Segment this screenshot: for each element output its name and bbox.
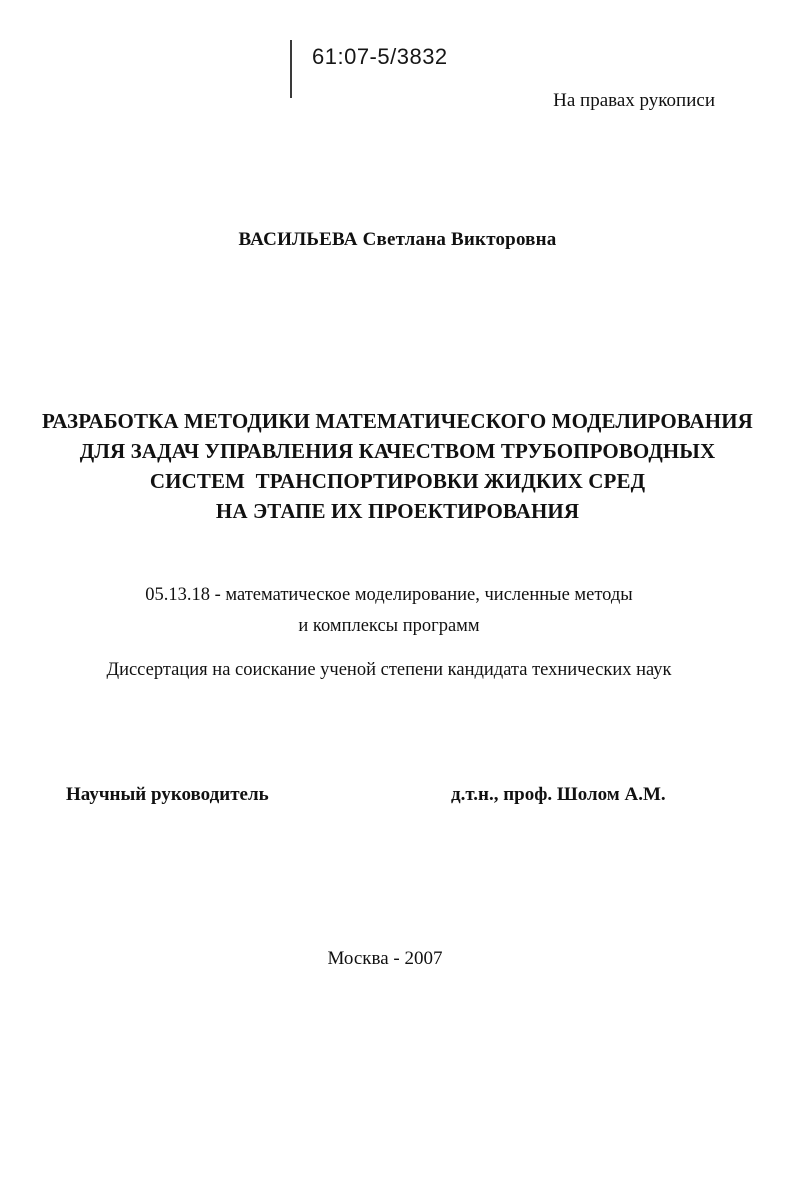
city-and-year: Москва - 2007 bbox=[327, 948, 443, 969]
title-line: НА ЭТАПЕ ИХ ПРОЕКТИРОВАНИЯ bbox=[215, 499, 580, 523]
author-given-names: Светлана Викторовна bbox=[362, 229, 557, 250]
supervisor-label: Научный руководитель bbox=[66, 784, 269, 805]
specialty-line-1: 05.13.18 - математическое моделирование, численные методы bbox=[145, 585, 633, 605]
degree-statement: Диссертация на соискание ученой степени кандидата технических наук bbox=[106, 660, 672, 680]
stamp-margin-line bbox=[290, 40, 292, 98]
title-line: РАЗРАБОТКА МЕТОДИКИ МАТЕМАТИЧЕСКОГО МОДЕЛИРОВАНИЯ bbox=[42, 409, 753, 433]
specialty-code bbox=[0, 580, 778, 642]
library-stamp-code: 61:07-5/3832 bbox=[312, 44, 448, 69]
supervisor-name: д.т.н., проф. Шолом А.М. bbox=[451, 784, 666, 805]
title-line: СИСТЕМ ТРАНСПОРТИРОВКИ ЖИДКИХ СРЕД bbox=[149, 469, 646, 493]
author-name bbox=[0, 229, 795, 251]
rights-notice: На правах рукописи bbox=[553, 90, 715, 111]
dissertation-title bbox=[0, 406, 795, 526]
specialty-line-2: и комплексы программ bbox=[298, 616, 480, 636]
author-surname: ВАСИЛЬЕВА bbox=[238, 229, 358, 250]
title-line: ДЛЯ ЗАДАЧ УПРАВЛЕНИЯ КАЧЕСТВОМ ТРУБОПРОВОДНЫХ bbox=[79, 439, 716, 463]
